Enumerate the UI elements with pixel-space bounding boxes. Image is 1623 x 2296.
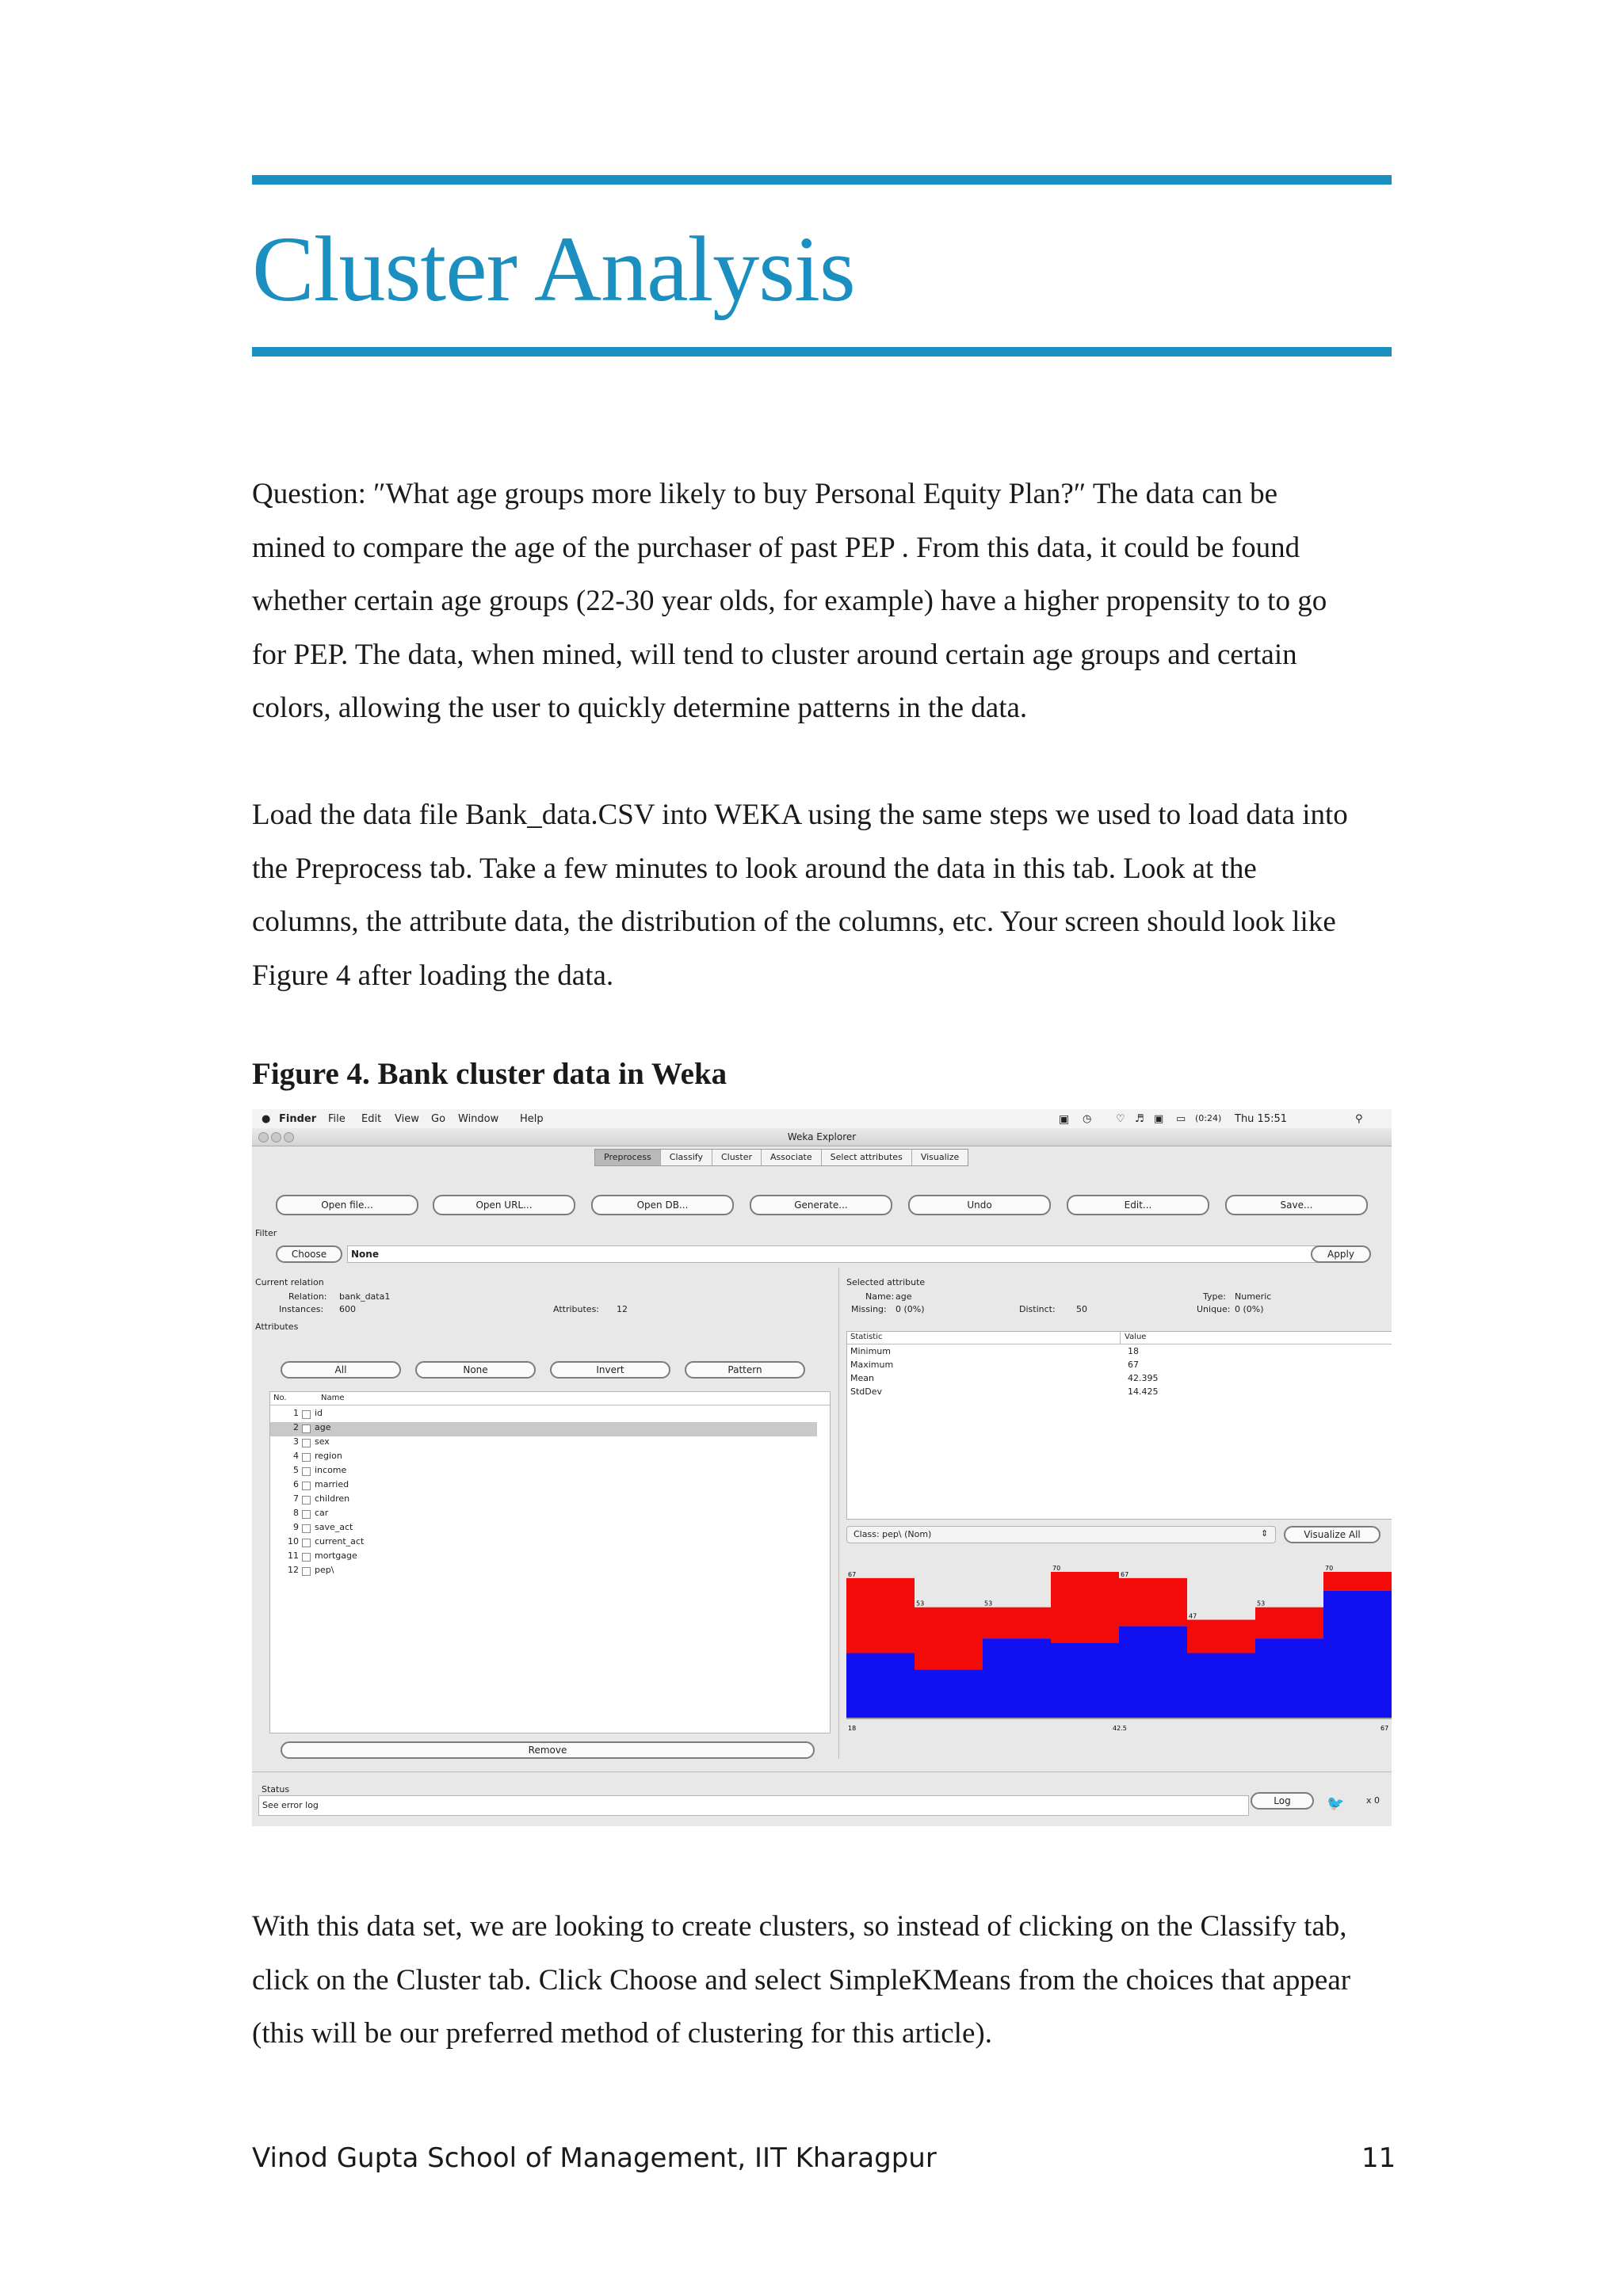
tab-visualize[interactable]: Visualize [920, 1152, 960, 1162]
attribute-checkbox[interactable] [302, 1553, 311, 1562]
sel-distinct-label: Distinct: [1019, 1304, 1056, 1314]
weka-bird-icon: 🐦 [1327, 1795, 1345, 1812]
weka-tab-bar [594, 1149, 968, 1166]
time-machine-icon[interactable]: ◷ [1083, 1113, 1092, 1125]
filter-value: None [351, 1249, 379, 1260]
attribute-row[interactable] [270, 1522, 817, 1536]
attribute-row[interactable] [270, 1436, 817, 1451]
sel-unique-value: 0 (0%) [1235, 1304, 1264, 1314]
attribute-checkbox[interactable] [302, 1467, 311, 1476]
paragraph-line: Question: ″What age groups more likely to buy Personal Equity Plan?″ The data can be [252, 478, 1277, 510]
spotlight-search-icon[interactable]: ⚲ [1355, 1113, 1363, 1125]
status-bar [258, 1795, 1249, 1816]
attribute-row[interactable] [270, 1479, 817, 1493]
attribute-checkbox[interactable] [302, 1410, 311, 1419]
display-icon[interactable]: ▣ [1154, 1113, 1164, 1125]
attribute-checkbox[interactable] [302, 1539, 311, 1547]
attribute-list [269, 1391, 831, 1733]
attribute-checkbox[interactable] [302, 1496, 311, 1505]
stat-row-stddev: StdDev 14.425 [850, 1386, 1159, 1397]
stat-row-minimum: Minimum 18 [850, 1346, 1139, 1356]
attribute-number: 8 [293, 1508, 299, 1518]
histogram-bar-red [1323, 1572, 1392, 1591]
attribute-checkbox[interactable] [302, 1510, 311, 1519]
select-all-button[interactable]: All [281, 1361, 401, 1379]
paragraph-line: mined to compare the age of the purchaser of past PEP . From this data, it could be found [252, 531, 1300, 564]
paragraph-line: Load the data file Bank_data.CSV into WEKA using the same steps we used to load data into [252, 799, 1348, 831]
paragraph-line: (this will be our preferred method of clustering for this article). [252, 2017, 992, 2050]
tab-cluster[interactable]: Cluster [712, 1150, 762, 1165]
attribute-row[interactable] [270, 1550, 817, 1565]
attribute-number: 3 [293, 1436, 299, 1447]
page-number: 11 [1361, 2142, 1396, 2174]
apple-icon[interactable]: ● [262, 1113, 271, 1125]
attribute-checkbox[interactable] [302, 1567, 311, 1576]
instances-label: Instances: [279, 1304, 324, 1314]
attribute-name: sex [315, 1436, 330, 1447]
attribute-row[interactable] [270, 1422, 817, 1436]
sel-name-value: age [896, 1291, 912, 1302]
histogram-tick-label: 42.5 [1113, 1725, 1127, 1732]
column-no-header: No. [273, 1394, 287, 1402]
class-select-value: Class: pep\ (Nom) [854, 1529, 932, 1539]
histogram-bar-label: 53 [916, 1600, 925, 1608]
attribute-number: 5 [293, 1465, 299, 1475]
attribute-checkbox[interactable] [302, 1425, 311, 1433]
histogram-bar-blue [983, 1638, 1051, 1718]
page-title: Cluster Analysis [252, 217, 855, 321]
paragraph-line: colors, allowing the user to quickly determine patterns in the data. [252, 692, 1028, 724]
sel-unique-label: Unique: [1197, 1304, 1231, 1314]
menu-finder[interactable]: Finder [279, 1113, 317, 1125]
attribute-number: 4 [293, 1451, 299, 1461]
menu-go[interactable]: Go [431, 1113, 446, 1125]
weka-screenshot [252, 1109, 1392, 1826]
menu-file[interactable]: File [328, 1113, 346, 1125]
select-none-button[interactable]: None [415, 1361, 536, 1379]
attribute-row[interactable] [270, 1451, 817, 1465]
histogram-bar-red [915, 1608, 983, 1670]
menu-window[interactable]: Window [458, 1113, 499, 1125]
histogram-bar-label: 53 [984, 1600, 993, 1608]
histogram-bar-blue [1187, 1653, 1255, 1718]
log-button[interactable]: Log [1251, 1792, 1314, 1810]
tab-classify[interactable]: Classify [661, 1150, 712, 1165]
pattern-button[interactable]: Pattern [685, 1361, 805, 1379]
histogram-bar-label: 67 [1121, 1570, 1129, 1578]
sel-missing-label: Missing: [851, 1304, 887, 1314]
paragraph-line: the Preprocess tab. Take a few minutes to look around the data in this tab. Look at the [252, 852, 1257, 885]
attributes-count-label: Attributes: [553, 1304, 600, 1314]
paragraph-cluster-tab [252, 1900, 1393, 2061]
relation-label: Relation: [288, 1291, 327, 1302]
attributes-label: Attributes [255, 1322, 299, 1332]
column-name-header: Name [321, 1394, 345, 1402]
status-label: Status [262, 1784, 290, 1794]
attribute-row[interactable] [270, 1408, 817, 1422]
paragraph-line: With this data set, we are looking to create clusters, so instead of clicking on the Classify tab, [252, 1910, 1347, 1943]
attribute-name: mortgage [315, 1550, 357, 1561]
histogram-bar-blue [846, 1653, 915, 1718]
window-title: Weka Explorer [787, 1131, 857, 1142]
footer-institution: Vinod Gupta School of Management, IIT Kharagpur [252, 2142, 937, 2174]
filter-field[interactable] [347, 1245, 1347, 1263]
attribute-checkbox[interactable] [302, 1453, 311, 1462]
attribute-name: current_act [315, 1536, 365, 1547]
histogram-bar-red [1187, 1619, 1255, 1653]
attribute-name: married [315, 1479, 349, 1489]
remove-attribute-button[interactable]: Remove [281, 1741, 815, 1759]
sel-name-label: Name: [865, 1291, 895, 1302]
attribute-checkbox[interactable] [302, 1482, 311, 1490]
filter-label: Filter [255, 1228, 277, 1238]
histogram-bar-label: 70 [1052, 1565, 1061, 1572]
histogram-bar-red [1255, 1608, 1323, 1638]
process-count: x 0 [1366, 1795, 1381, 1806]
invert-selection-button[interactable]: Invert [550, 1361, 670, 1379]
selected-attribute-label: Selected attribute [846, 1277, 926, 1287]
save-button[interactable]: Save... [1225, 1195, 1368, 1215]
sel-type-value: Numeric [1235, 1291, 1272, 1302]
paragraph-line: columns, the attribute data, the distribution of the columns, etc. Your screen should look like [252, 906, 1336, 938]
relation-value: bank_data1 [339, 1291, 391, 1302]
paragraph-question [252, 467, 1393, 735]
histogram-bar-blue [915, 1670, 983, 1718]
figure-caption: Figure 4. Bank cluster data in Weka [252, 1057, 727, 1091]
attribute-row[interactable] [270, 1536, 817, 1550]
histogram-bar-blue [1323, 1591, 1392, 1718]
paragraph-line: for PEP. The data, when mined, will tend to cluster around certain age groups and certain [252, 638, 1297, 671]
bluetooth-icon[interactable]: ♡ [1116, 1113, 1125, 1125]
attribute-row[interactable] [270, 1565, 817, 1579]
battery-icon[interactable]: ▭ [1176, 1113, 1186, 1125]
histogram-bar-red [983, 1608, 1051, 1638]
menu-edit[interactable]: Edit [361, 1113, 382, 1125]
stat-row-maximum: Maximum 67 [850, 1360, 1139, 1370]
menu-view[interactable]: View [395, 1113, 419, 1125]
attribute-name: id [315, 1408, 323, 1418]
tab-preprocess[interactable]: Preprocess [595, 1150, 661, 1165]
statistics-table [846, 1331, 1392, 1520]
statistic-column-header: Statistic [850, 1333, 883, 1341]
attribute-row[interactable] [270, 1493, 817, 1508]
attribute-number: 11 [288, 1550, 299, 1561]
sel-distinct-value: 50 [1076, 1304, 1087, 1314]
attribute-number: 2 [293, 1422, 299, 1432]
attribute-number: 1 [293, 1408, 299, 1418]
histogram-bar-label: 53 [1257, 1600, 1266, 1608]
window-titlebar [252, 1128, 1392, 1146]
histogram-bar-red [1119, 1578, 1187, 1626]
attribute-row[interactable] [270, 1465, 817, 1479]
attribute-name: car [315, 1508, 329, 1518]
attribute-number: 9 [293, 1522, 299, 1532]
paragraph-line: whether certain age groups (22-30 year olds, for example) have a higher propensity to to go [252, 585, 1327, 617]
histogram-bar-blue [1051, 1642, 1119, 1718]
attribute-number: 10 [288, 1536, 299, 1547]
menu-help[interactable]: Help [520, 1113, 544, 1125]
paragraph-line: click on the Cluster tab. Click Choose and select SimpleKMeans from the choices that appear [252, 1963, 1351, 1997]
attribute-number: 7 [293, 1493, 299, 1504]
histogram-bar-label: 67 [848, 1570, 857, 1578]
menubar-extra-icon[interactable]: ▣ [1059, 1113, 1070, 1126]
apply-filter-button[interactable]: Apply [1311, 1245, 1371, 1263]
attribute-name: region [315, 1451, 342, 1461]
paragraph-line: Figure 4 after loading the data. [252, 959, 614, 992]
undo-button[interactable]: Undo [908, 1195, 1051, 1215]
histogram-bar-red [1051, 1572, 1119, 1642]
volume-icon[interactable]: ♬ [1135, 1113, 1144, 1125]
histogram-tick-label: 67 [1381, 1725, 1389, 1732]
open-file-button[interactable]: Open file... [276, 1195, 418, 1215]
title-bottom-rule [252, 347, 1392, 357]
sel-type-label: Type: [1203, 1291, 1226, 1302]
visualize-all-button[interactable]: Visualize All [1284, 1526, 1381, 1543]
histogram-bar-label: 70 [1325, 1565, 1334, 1572]
instances-value: 600 [339, 1304, 356, 1314]
histogram-bar-blue [1119, 1626, 1187, 1718]
tab-select-attributes[interactable]: Select attributes [822, 1150, 912, 1165]
tab-associate[interactable]: Associate [762, 1150, 822, 1165]
age-histogram [846, 1562, 1392, 1738]
histogram-bar-blue [1255, 1638, 1323, 1718]
mac-menubar [252, 1109, 1392, 1129]
attribute-row[interactable] [270, 1508, 817, 1522]
value-column-header: Value [1125, 1333, 1147, 1341]
title-top-rule [252, 175, 1392, 185]
battery-time: (0:24) [1195, 1113, 1222, 1123]
open-url-button[interactable]: Open URL... [433, 1195, 575, 1215]
filter-choose-button[interactable]: Choose [276, 1245, 342, 1263]
open-db-button[interactable]: Open DB... [591, 1195, 734, 1215]
attribute-name: pep\ [315, 1565, 334, 1575]
histogram-bar-label: 47 [1189, 1612, 1197, 1620]
paragraph-load-data [252, 788, 1393, 1002]
attribute-name: children [315, 1493, 350, 1504]
menubar-clock[interactable]: Thu 15:51 [1235, 1113, 1288, 1125]
chevron-updown-icon: ⇕ [1261, 1528, 1269, 1539]
histogram-tick-label: 18 [848, 1725, 857, 1732]
edit-button[interactable]: Edit... [1067, 1195, 1209, 1215]
sel-missing-value: 0 (0%) [896, 1304, 925, 1314]
histogram-bar-red [846, 1578, 915, 1653]
attribute-name: age [315, 1422, 331, 1432]
class-select[interactable] [846, 1526, 1276, 1543]
attribute-number: 12 [288, 1565, 299, 1575]
current-relation-label: Current relation [255, 1277, 324, 1287]
attributes-count-value: 12 [617, 1304, 628, 1314]
attribute-name: save_act [315, 1522, 353, 1532]
attribute-number: 6 [293, 1479, 299, 1489]
stat-row-mean: Mean 42.395 [850, 1373, 1159, 1383]
attribute-checkbox[interactable] [302, 1524, 311, 1533]
status-text: See error log [262, 1800, 319, 1810]
attribute-name: income [315, 1465, 347, 1475]
generate-button[interactable]: Generate... [750, 1195, 892, 1215]
attribute-checkbox[interactable] [302, 1439, 311, 1447]
